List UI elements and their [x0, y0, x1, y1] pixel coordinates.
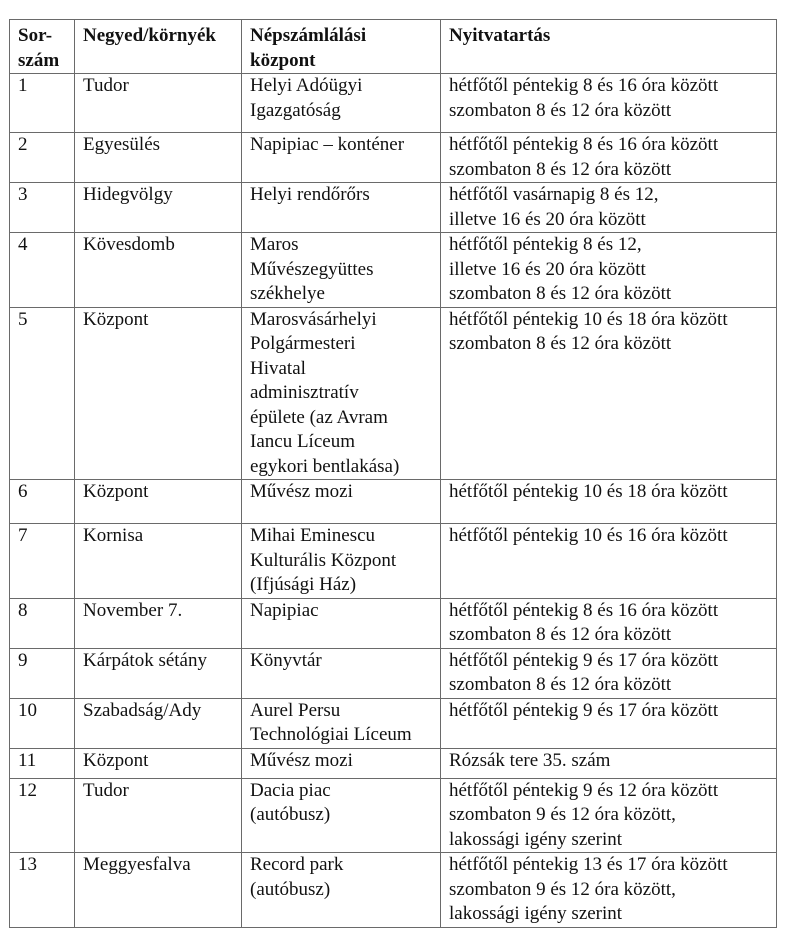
header-row	[10, 20, 777, 74]
row-census-center: Aurel Persu Technológiai Líceum	[242, 698, 441, 748]
row-opening-hours: Rózsák tere 35. szám	[441, 748, 777, 778]
row-census-center: Könyvtár	[242, 648, 441, 698]
row-district: Tudor	[75, 778, 242, 853]
table-row	[10, 778, 777, 853]
row-census-center: Dacia piac (autóbusz)	[242, 778, 441, 853]
row-opening-hours: hétfőtől péntekig 13 és 17 óra között szombaton 9 és 12 óra között, lakossági igény szerint	[441, 853, 777, 928]
row-number: 13	[10, 853, 75, 928]
row-district: Egyesülés	[75, 133, 242, 183]
row-district: Meggyesfalva	[75, 853, 242, 928]
table-row	[10, 598, 777, 648]
row-opening-hours: hétfőtől péntekig 9 és 17 óra között szombaton 8 és 12 óra között	[441, 648, 777, 698]
row-number: 7	[10, 524, 75, 599]
header-opening-hours: Nyitvatartás	[441, 20, 777, 74]
row-opening-hours: hétfőtől péntekig 10 és 18 óra között	[441, 480, 777, 524]
table-row	[10, 183, 777, 233]
table-row	[10, 74, 777, 133]
row-district: Központ	[75, 748, 242, 778]
row-census-center: Helyi Adóügyi Igazgatóság	[242, 74, 441, 133]
row-opening-hours: hétfőtől péntekig 8 és 16 óra között szombaton 8 és 12 óra között	[441, 74, 777, 133]
row-census-center: Helyi rendőrőrs	[242, 183, 441, 233]
table-row	[10, 648, 777, 698]
table-row	[10, 698, 777, 748]
row-district: Tudor	[75, 74, 242, 133]
table-row	[10, 853, 777, 928]
table-row	[10, 480, 777, 524]
row-number: 5	[10, 307, 75, 480]
row-census-center: Napipiac	[242, 598, 441, 648]
table-row	[10, 233, 777, 308]
row-opening-hours: hétfőtől vasárnapig 8 és 12, illetve 16 és 20 óra között	[441, 183, 777, 233]
row-number: 12	[10, 778, 75, 853]
row-opening-hours: hétfőtől péntekig 8 és 12, illetve 16 és 20 óra között szombaton 8 és 12 óra között	[441, 233, 777, 308]
table-row	[10, 133, 777, 183]
row-district: Kövesdomb	[75, 233, 242, 308]
row-number: 8	[10, 598, 75, 648]
row-district: Szabadság/Ady	[75, 698, 242, 748]
row-number: 2	[10, 133, 75, 183]
table-row	[10, 524, 777, 599]
row-district: Központ	[75, 480, 242, 524]
row-district: Kárpátok sétány	[75, 648, 242, 698]
row-district: November 7.	[75, 598, 242, 648]
row-number: 4	[10, 233, 75, 308]
row-opening-hours: hétfőtől péntekig 10 és 18 óra között szombaton 8 és 12 óra között	[441, 307, 777, 480]
row-opening-hours: hétfőtől péntekig 9 és 17 óra között	[441, 698, 777, 748]
row-district: Kornisa	[75, 524, 242, 599]
row-district: Hidegvölgy	[75, 183, 242, 233]
census-centers-table	[9, 19, 777, 928]
row-number: 9	[10, 648, 75, 698]
row-number: 1	[10, 74, 75, 133]
row-opening-hours: hétfőtől péntekig 8 és 16 óra között szombaton 8 és 12 óra között	[441, 133, 777, 183]
row-census-center: Mihai Eminescu Kulturális Központ (Ifjúsági Ház)	[242, 524, 441, 599]
row-opening-hours: hétfőtől péntekig 10 és 16 óra között	[441, 524, 777, 599]
header-census-center: Népszámlálási központ	[242, 20, 441, 74]
row-district: Központ	[75, 307, 242, 480]
row-census-center: Record park (autóbusz)	[242, 853, 441, 928]
row-opening-hours: hétfőtől péntekig 8 és 16 óra között szombaton 8 és 12 óra között	[441, 598, 777, 648]
header-number: Sor- szám	[10, 20, 75, 74]
row-census-center: Maros Művészegyüttes székhelye	[242, 233, 441, 308]
header-district: Negyed/környék	[75, 20, 242, 74]
row-census-center: Marosvásárhelyi Polgármesteri Hivatal adminisztratív épülete (az Avram Iancu Líceum egykori bentlakása)	[242, 307, 441, 480]
row-number: 6	[10, 480, 75, 524]
row-number: 11	[10, 748, 75, 778]
row-census-center: Művész mozi	[242, 480, 441, 524]
table-row	[10, 748, 777, 778]
row-number: 10	[10, 698, 75, 748]
row-census-center: Napipiac – konténer	[242, 133, 441, 183]
row-census-center: Művész mozi	[242, 748, 441, 778]
table-row	[10, 307, 777, 480]
row-opening-hours: hétfőtől péntekig 9 és 12 óra között szombaton 9 és 12 óra között, lakossági igény szerint	[441, 778, 777, 853]
row-number: 3	[10, 183, 75, 233]
